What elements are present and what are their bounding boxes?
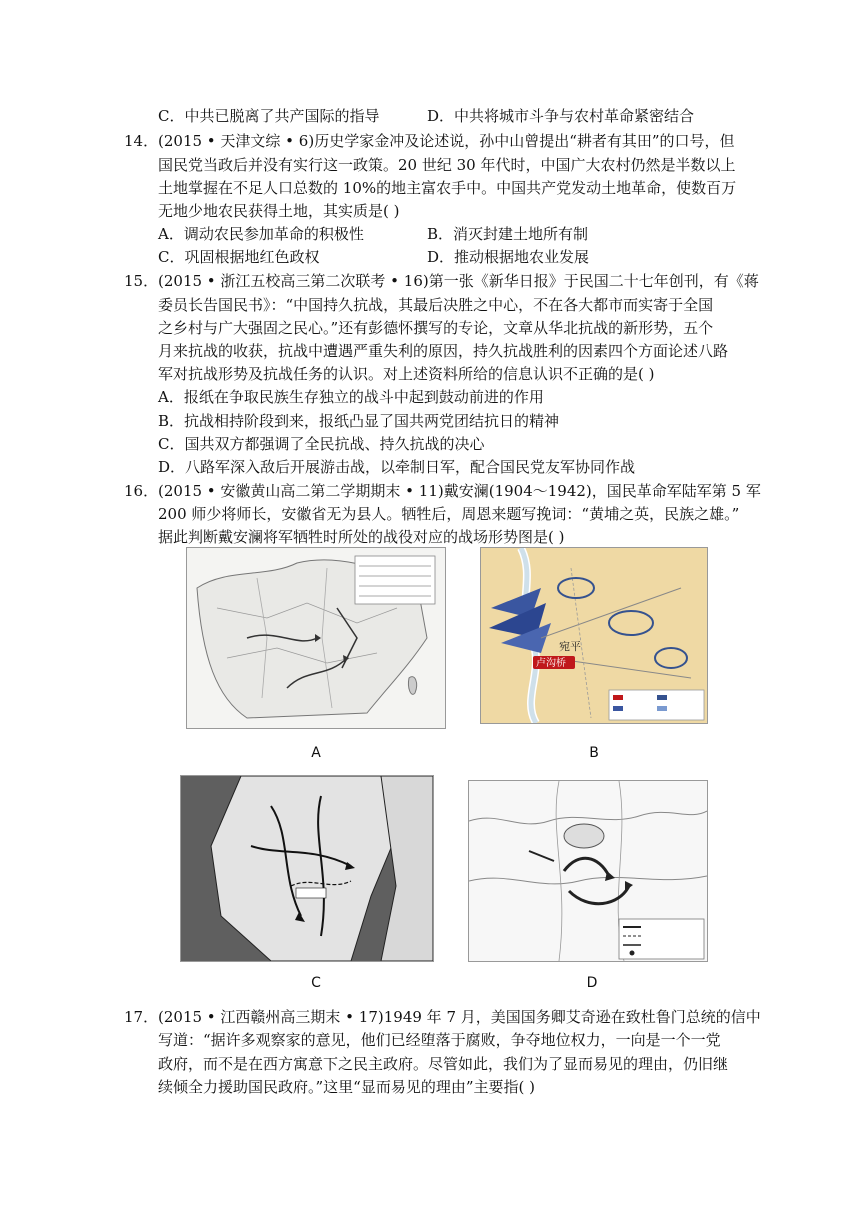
q17-stem-line: 写道：“据许多观察家的意见，他们已经堕落于腐败，争夺地位权力，一向是一个一党 [158,1031,721,1049]
battle-map-c[interactable] [180,775,434,962]
q17-stem-line: 政府，而不是在西方寓意下之民主政府。尽管如此，我们为了显而易见的理由，仍旧继 [158,1055,729,1073]
q17-number: 17． [124,1008,159,1026]
map-label-b: B [589,745,599,761]
q15-option-d: D．八路军深入敌后开展游击战，以牵制日军，配合国民党友军协同作战 [158,458,636,476]
q15-stem-line: 之乡村与广大强固之民心。”还有彭德怀撰写的专论，文章从华北抗战的新形势，五个 [158,319,714,337]
q15-stem-line: 军对抗战形势及抗战任务的认识。对上述资料所给的信息认识不正确的是( ) [158,365,655,383]
q14-stem-line: 土地掌握在不足人口总数的 10%的地主富农手中。中国共产党发动土地革命，使数百万 [158,179,737,197]
q13-option-d: D．中共将城市斗争与农村革命紧密结合 [427,107,695,125]
map-label-a: A [311,745,321,761]
q14-stem-line: (2015 • 天津文综 • 6)历史学家金冲及论述说，孙中山曾提出“耕者有其田”的口号，但 [158,132,735,150]
q16-stem-line: 200 师少将师长，安徽省无为县人。牺牲后，周恩来题写挽词：“黄埔之英，民族之雄。” [158,505,740,523]
q16-stem-line: 据此判断戴安澜将军牺牲时所处的战役对应的战场形势图是( ) [158,528,565,546]
q14-option-c: C．巩固根据地红色政权 [158,248,320,266]
q15-option-b: B．抗战相持阶段到来，报纸凸显了国共两党团结抗日的精神 [158,412,560,430]
q15-option-c: C．国共双方都强调了全民抗战、持久抗战的决心 [158,435,485,453]
q15-stem-line: 委员长告国民书》：“中国持久抗战，其最后决胜之中心，不在各大都市而实寄于全国 [158,296,714,314]
q14-number: 14． [124,132,159,150]
map-b-bridge-label: 卢沟桥 [536,658,566,669]
q15-number: 15． [124,272,159,290]
q14-option-a: A．调动农民参加革命的积极性 [158,225,364,243]
q15-option-a: A．报纸在争取民族生存独立的战斗中起到鼓动前进的作用 [158,388,544,406]
q16-stem-line: (2015 • 安徽黄山高二第二学期期末 • 11)戴安澜(1904～1942)，国民革命军陆军第 5 军 [158,482,761,500]
q14-stem-line: 无地少地农民获得土地，其实质是( ) [158,202,400,220]
q17-stem-line: (2015 • 江西赣州高三期末 • 17)1949 年 7 月，美国国务卿艾奇逊在致杜鲁门总统的信中 [158,1008,761,1026]
q16-number: 16． [124,482,159,500]
q15-stem-line: 月来抗战的收获，抗战中遭遇严重失利的原因，持久抗战胜利的因素四个方面论述八路 [158,342,729,360]
map-b-city-label: 宛平 [559,640,581,653]
q14-option-b: B．消灭封建土地所有制 [427,225,589,243]
map-label-d: D [586,975,598,991]
q14-option-d: D．推动根据地农业发展 [427,248,590,266]
q15-stem-line: (2015 • 浙江五校高三第二次联考 • 16)第一张《新华日报》于民国二十七年创刊，有《蒋 [158,272,759,290]
battle-map-b[interactable] [480,547,708,724]
battle-map-a[interactable] [186,547,446,729]
q13-option-c: C．中共已脱离了共产国际的指导 [158,107,380,125]
map-label-c: C [311,975,321,991]
q14-stem-line: 国民党当政后并没有实行这一政策。20 世纪 30 年代时，中国广大农村仍然是半数以上 [158,156,736,174]
battle-map-d[interactable] [468,780,708,962]
q17-stem-line: 续倾全力援助国民政府。”这里“显而易见的理由”主要指( ) [158,1078,535,1096]
